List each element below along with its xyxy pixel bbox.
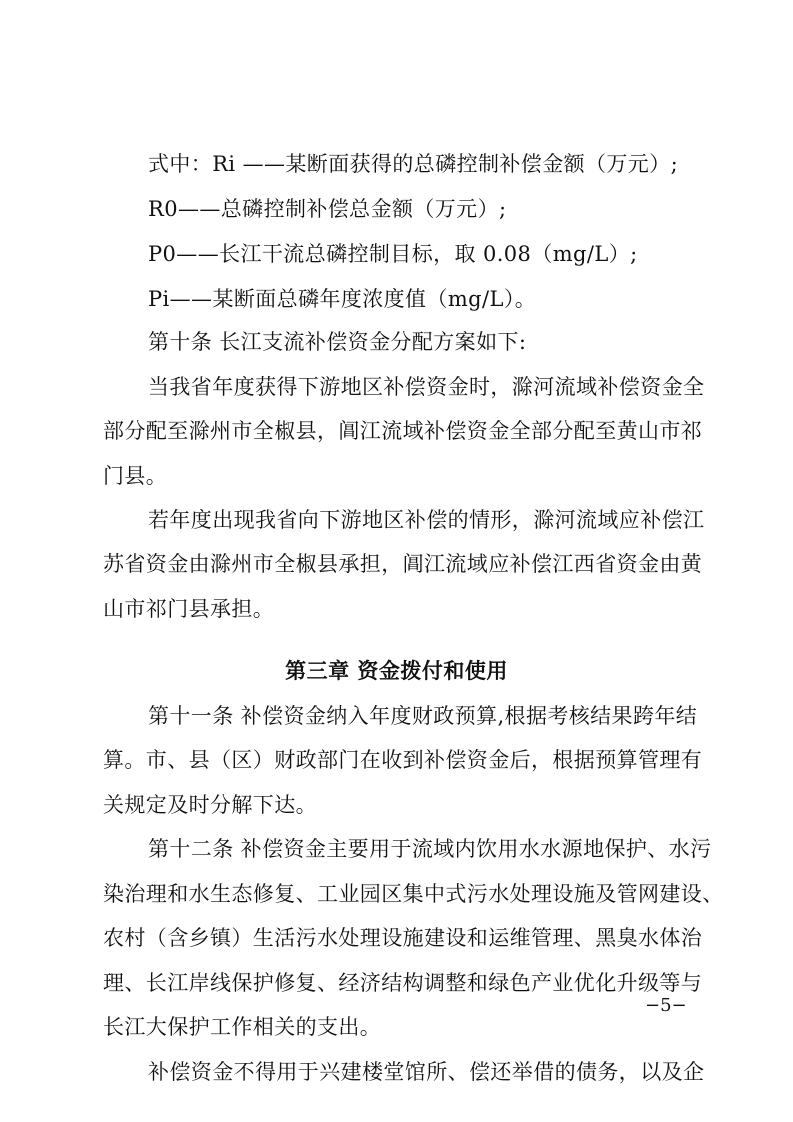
paragraph-line: 补偿资金不得用于兴建楼堂馆所、偿还举借的债务，以及企 [148,1060,705,1084]
paragraph-line: 门县。 [103,464,168,488]
paragraph-line: 关规定及时分解下达。 [103,793,317,817]
paragraph-line: 当我省年度获得下游地区补偿资金时，滁河流域补偿资金全 [148,375,705,399]
paragraph-line: 染治理和水生态修复、工业园区集中式污水处理设施及管网建设、 [103,882,724,906]
paragraph-line: 山市祁门县承担。 [103,597,275,621]
article-12-line: 第十二条 补偿资金主要用于流域内饮用水水源地保护、水污 [148,837,712,861]
formula-legend-ri: 式中：Ri ——某断面获得的总磷控制补偿金额（万元）; [148,152,679,176]
formula-legend-r0: R0——总磷控制补偿总金额（万元）; [148,197,507,221]
chapter-title: 第三章 资金拨付和使用 [285,659,508,683]
paragraph-line: 苏省资金由滁州市全椒县承担，阊江流域应补偿江西省资金由黄 [103,552,703,576]
paragraph-line: 农村（含乡镇）生活污水处理设施建设和运维管理、黑臭水体治 [103,926,703,950]
paragraph-line: 若年度出现我省向下游地区补偿的情形，滁河流域应补偿江 [148,508,705,532]
page-number: −5− [645,995,687,1016]
article-10-heading: 第十条 长江支流补偿资金分配方案如下: [148,330,527,354]
paragraph-line: 理、长江岸线保护修复、经济结构调整和绿色产业优化升级等与 [103,971,703,995]
formula-legend-p0: P0——长江干流总磷控制目标，取 0.08（mg/L）; [148,242,638,266]
paragraph-line: 部分配至滁州市全椒县，阊江流域补偿资金全部分配至黄山市祁 [103,419,703,443]
paragraph-line: 算。市、县（区）财政部门在收到补偿资金后，根据预算管理有 [103,748,703,772]
paragraph-line: 长江大保护工作相关的支出。 [103,1015,382,1039]
article-11-line: 第十一条 补偿资金纳入年度财政预算,根据考核结果跨年结 [148,704,698,728]
formula-legend-pi: Pi——某断面总磷年度浓度值（mg/L）。 [148,287,537,311]
